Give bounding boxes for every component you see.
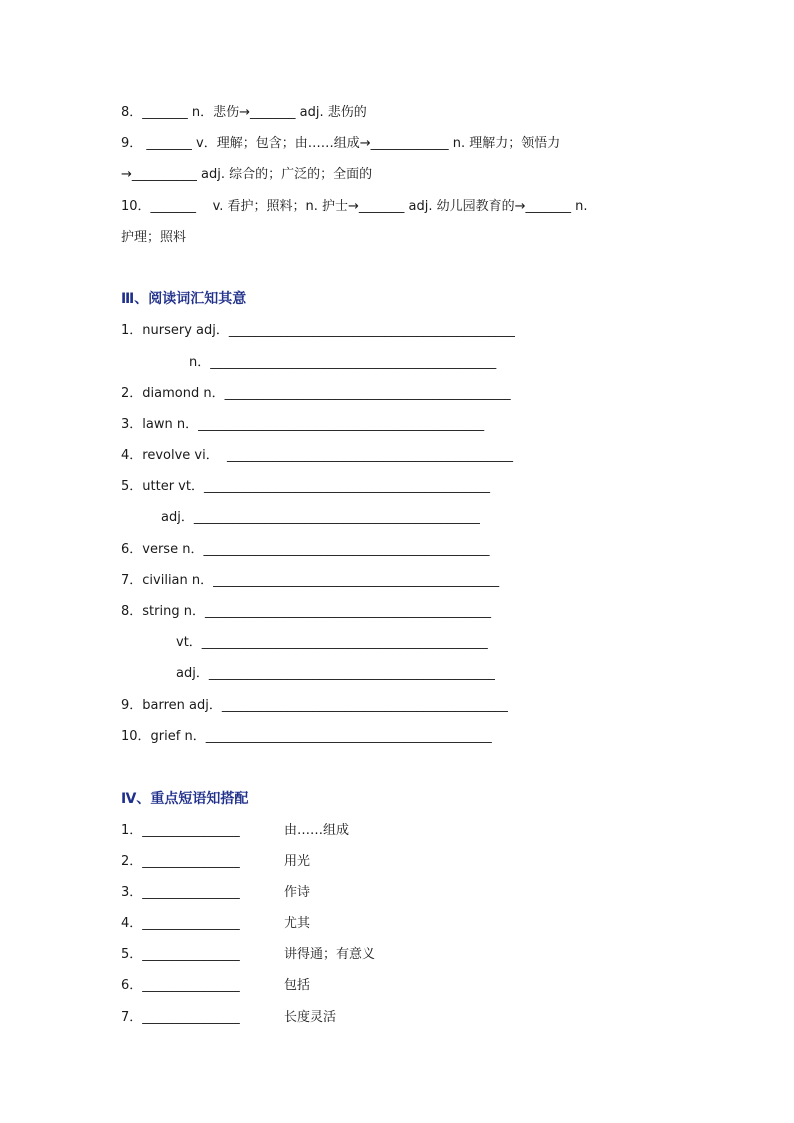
vocab-item-subline: adj．____________________________________________ (161, 510, 480, 525)
phrase-blank: 5．_______________ (121, 947, 240, 962)
word-form-line-10: 10．_______ v. 看护；照料；n. 护士→_______ adj. 幼儿园教育的→_______ n. (121, 199, 588, 214)
phrase-blank: 1．_______________ (121, 823, 240, 838)
word-form-line-10-cont: 护理；照料 (121, 230, 187, 245)
phrase-blank: 7．_______________ (121, 1010, 240, 1025)
vocab-item-subline: adj．____________________________________________ (176, 666, 495, 681)
phrase-blank: 2．_______________ (121, 854, 240, 869)
vocab-item: 7．civilian n．____________________________________________ (121, 573, 500, 588)
phrase-meaning: 长度灵活 (284, 1010, 337, 1025)
phrase-meaning: 由……组成 (284, 823, 350, 838)
phrase-blank: 4．_______________ (121, 916, 240, 931)
vocab-item: 4．revolve vi． ____________________________________________ (121, 448, 513, 463)
phrase-meaning: 作诗 (284, 885, 311, 900)
phrase-meaning: 包括 (284, 978, 311, 993)
vocab-item: 6．verse n．____________________________________________ (121, 542, 490, 557)
vocab-item-subline: vt．____________________________________________ (176, 635, 488, 650)
phrase-meaning: 用光 (284, 854, 311, 869)
phrase-blank: 3．_______________ (121, 885, 240, 900)
vocab-item: 10．grief n．____________________________________________ (121, 729, 492, 744)
word-form-line-8: 8．_______ n．悲伤→_______ adj. 悲伤的 (121, 105, 367, 120)
vocab-item: 9．barren adj．____________________________________________ (121, 698, 508, 713)
phrase-blank: 6．_______________ (121, 978, 240, 993)
vocab-item: 2．diamond n．____________________________________________ (121, 386, 511, 401)
word-form-line-9-cont: →__________ adj. 综合的；广泛的；全面的 (121, 167, 373, 182)
phrase-meaning: 讲得通；有意义 (284, 947, 376, 962)
vocab-item-subline: n．____________________________________________ (189, 355, 497, 370)
word-form-line-9: 9． _______ v．理解；包含；由……组成→____________ n. 理解力；领悟力 (121, 136, 561, 151)
phrase-meaning: 尤其 (284, 916, 311, 931)
vocab-item: 1．nursery adj．____________________________________________ (121, 323, 515, 338)
vocab-item: 5．utter vt．____________________________________________ (121, 479, 490, 494)
section-4-title: Ⅳ、重点短语知搭配 (121, 791, 249, 807)
vocab-item: 8．string n．____________________________________________ (121, 604, 491, 619)
section-3-title: Ⅲ、阅读词汇知其意 (121, 291, 247, 307)
vocab-item: 3．lawn n．____________________________________________ (121, 417, 485, 432)
